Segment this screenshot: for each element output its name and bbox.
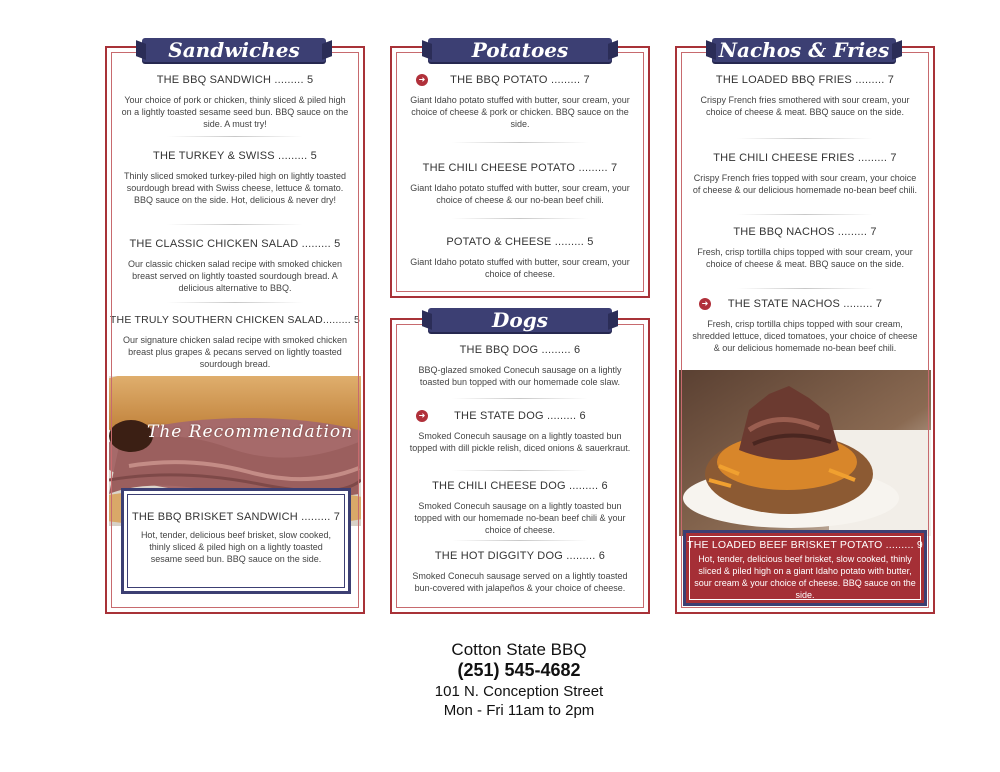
item-description: Crispy French fries smothered with sour cream, your choice of cheese & meat. BBQ sauce on the side. xyxy=(700,95,910,117)
business-hours: Mon - Fri 11am to 2pm xyxy=(443,702,595,719)
divider xyxy=(452,470,588,471)
menu-item-hot-diggity-dog xyxy=(392,550,648,594)
item-description: Hot, tender, delicious beef brisket, slow cooked, thinly sliced & piled high on a lightly toasted sesame seed bun. BBQ sauce on the side. xyxy=(140,530,332,564)
item-description: Crispy French fries topped with sour cream, your choice of cheese & our delicious homemade no-bean beef chili. xyxy=(692,173,918,195)
divider xyxy=(452,540,588,541)
menu-item-state-dog xyxy=(392,410,648,454)
item-description: Smoked Conecuh sausage on a lightly toasted bun topped with dill pickle relish, diced onions & sauerkraut. xyxy=(409,431,631,453)
nachos-fries-panel xyxy=(675,46,935,614)
divider xyxy=(452,142,588,143)
nachos-fries-heading: Nachos & Fries xyxy=(712,38,896,62)
menu-item-bbq-sandwich xyxy=(107,74,363,130)
item-title: THE LOADED BEEF BRISKET POTATO ......... 9 xyxy=(687,539,923,551)
menu-item-southern-chicken-salad xyxy=(107,314,363,370)
menu-item-classic-chicken-salad xyxy=(107,238,363,294)
dogs-heading: Dogs xyxy=(428,308,612,332)
menu-item-potato-cheese xyxy=(392,236,648,280)
menu-item-chili-cheese-fries xyxy=(677,152,933,196)
item-title: THE BBQ SANDWICH ......... 5 xyxy=(156,74,314,86)
item-description: Giant Idaho potato stuffed with butter, sour cream, your choice of cheese & our no-bean beef chili. xyxy=(410,183,630,205)
divider xyxy=(452,218,588,219)
item-title: THE CHILI CHEESE DOG ......... 6 xyxy=(432,480,608,492)
item-title: THE TURKEY & SWISS ......... 5 xyxy=(153,150,317,162)
item-title: THE TRULY SOUTHERN CHICKEN SALAD......... 5 xyxy=(109,314,361,326)
item-description: Giant Idaho potato stuffed with butter, sour cream, your choice of cheese & pork or chicken. BBQ sauce on the side. xyxy=(410,95,630,129)
item-title: POTATO & CHEESE ......... 5 xyxy=(446,236,594,248)
divider xyxy=(737,214,873,215)
item-title: THE STATE DOG ......... 6 xyxy=(454,410,586,422)
item-title: THE LOADED BBQ FRIES ......... 7 xyxy=(715,74,895,86)
sandwiches-heading: Sandwiches xyxy=(142,38,326,62)
item-title: THE STATE NACHOS ......... 7 xyxy=(727,298,883,310)
item-description: Smoked Conecuh sausage served on a lightly toasted bun-covered with jalapeños & your choice of cheese. xyxy=(412,571,628,593)
item-description: Smoked Conecuh sausage on a lightly toasted bun topped with our homemade no-bean beef chili & your choice of cheese. xyxy=(414,501,626,535)
menu-item-bbq-nachos xyxy=(677,226,933,270)
featured-item xyxy=(686,539,924,601)
restaurant-name: Cotton State BBQ xyxy=(451,640,587,659)
dogs-panel xyxy=(390,318,650,614)
featured-item xyxy=(124,511,348,565)
menu-item-loaded-bbq-fries xyxy=(677,74,933,118)
item-description: Thinly sliced smoked turkey-piled high on lightly toasted sourdough bread with Swiss cheese, lettuce & tomato. BBQ sauce on the side. Hot, delicious & never dry! xyxy=(123,171,347,205)
item-description: Fresh, crisp tortilla chips topped with sour cream, your choice of cheese & meat. BBQ sauce on the side. xyxy=(697,247,913,269)
street-address: 101 N. Conception Street xyxy=(434,683,604,700)
divider xyxy=(452,398,588,399)
item-title: THE BBQ BRISKET SANDWICH ......... 7 xyxy=(131,511,341,523)
menu-item-chili-cheese-potato xyxy=(392,162,648,206)
item-description: Your choice of pork or chicken, thinly sliced & piled high on a lightly toasted sesame seed bun. BBQ sauce on the side. A must try! xyxy=(121,95,349,129)
potatoes-heading: Potatoes xyxy=(428,38,612,62)
item-description: BBQ-glazed smoked Conecuh sausage on a lightly toasted bun topped with our homemade cole slaw. xyxy=(418,365,622,387)
divider xyxy=(737,138,873,139)
arrow-circle-icon: ➜ xyxy=(416,74,428,86)
arrow-circle-icon: ➜ xyxy=(699,298,711,310)
potatoes-panel xyxy=(390,46,650,298)
item-title: THE BBQ DOG ......... 6 xyxy=(459,344,581,356)
sandwiches-panel xyxy=(105,46,365,614)
divider xyxy=(167,302,303,303)
item-title: THE HOT DIGGITY DOG ......... 6 xyxy=(434,550,606,562)
divider xyxy=(167,224,303,225)
item-description: Fresh, crisp tortilla chips topped with sour cream, shredded lettuce, diced tomatoes, your choice of cheese & our delicious homemade no-bean beef chili. xyxy=(692,319,918,353)
menu-item-state-nachos xyxy=(677,298,933,354)
phone-number: (251) 545-4682 xyxy=(457,660,581,680)
menu-item-bbq-potato xyxy=(392,74,648,130)
item-description: Our signature chicken salad recipe with smoked chicken breast plus grapes & pecans served on lightly toasted sourdough bread. xyxy=(122,335,348,369)
item-description: Giant Idaho potato stuffed with butter, sour cream, your choice of cheese. xyxy=(410,257,630,279)
loaded-potato-photo xyxy=(679,370,931,536)
item-title: THE BBQ POTATO ......... 7 xyxy=(450,74,590,86)
menu-item-bbq-dog xyxy=(392,344,648,388)
featured-brisket-sandwich xyxy=(121,488,351,594)
item-title: THE CLASSIC CHICKEN SALAD ......... 5 xyxy=(129,238,341,250)
item-title: THE CHILI CHEESE POTATO ......... 7 xyxy=(422,162,618,174)
item-title: THE CHILI CHEESE FRIES ......... 7 xyxy=(713,152,897,164)
menu-item-turkey-swiss xyxy=(107,150,363,206)
menu-item-chili-cheese-dog xyxy=(392,480,648,536)
arrow-circle-icon: ➜ xyxy=(416,410,428,422)
featured-loaded-brisket-potato xyxy=(683,530,927,606)
item-description: Hot, tender, delicious beef brisket, slow cooked, thinly sliced & piled high on a giant Idaho potato with butter, sour cream & your choice of cheese. BBQ sauce on the side. xyxy=(694,554,916,600)
item-description: Our classic chicken salad recipe with smoked chicken breast served on lightly toasted sourdough bread. A delicious alternative to BBQ. xyxy=(127,259,343,293)
photo-caption: The Recommendation xyxy=(147,422,354,442)
divider xyxy=(737,288,873,289)
item-title: THE BBQ NACHOS ......... 7 xyxy=(733,226,877,238)
divider xyxy=(167,136,303,137)
